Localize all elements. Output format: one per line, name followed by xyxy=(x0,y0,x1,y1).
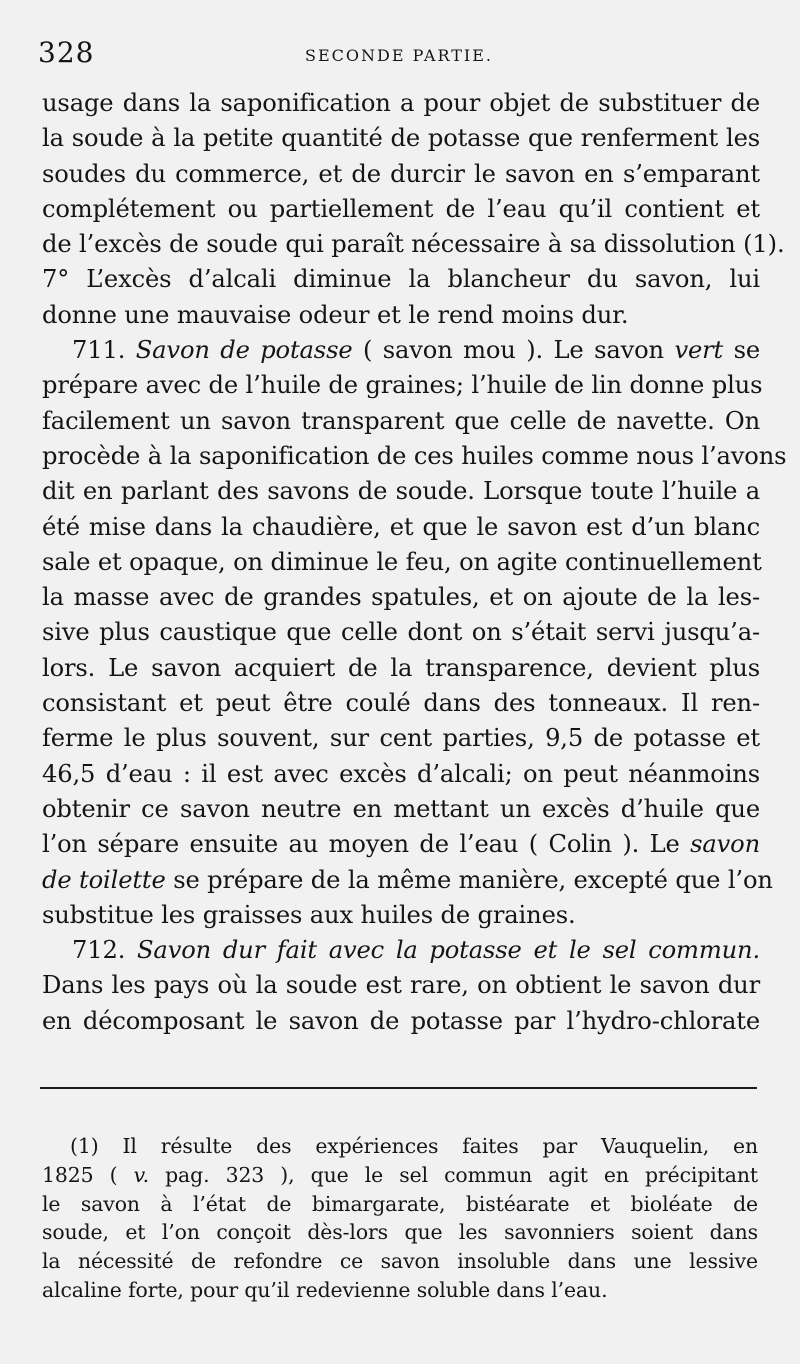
section-number-711: 711. xyxy=(72,336,136,365)
body-line: Dans les pays où la soude est rare, on obtient le savon dur xyxy=(42,971,760,1000)
footnote-line-with-italic-v xyxy=(42,1161,758,1190)
body-line: soudes du commerce, et de durcir le savon en s’emparant xyxy=(42,159,760,188)
section-heading-line-712 xyxy=(42,933,760,968)
footnote-line: (1) Il résulte des expériences faites par Vauquelin, en xyxy=(70,1134,758,1158)
footnote xyxy=(42,1132,758,1305)
body-line: de l’excès de soude qui paraît nécessaire à sa dissolution (1). xyxy=(42,230,785,259)
body-line-prefix: l’on sépare ensuite au moyen de l’eau ( Colin ). Le xyxy=(42,830,691,859)
italic-word-savon: savon xyxy=(690,830,760,859)
section-title-savon-de-potasse: Savon de potasse xyxy=(135,336,353,365)
body-line: sive plus caustique que celle dont on s’était servi jusqu’a- xyxy=(42,618,760,647)
section-subtitle-text: ( savon mou ). Le savon xyxy=(352,336,675,365)
body-line: dit en parlant des savons de soude. Lorsque toute l’huile a xyxy=(42,477,760,506)
body-line: ferme le plus souvent, sur cent parties, 9,5 de potasse et xyxy=(42,724,760,753)
body-line: 46,5 d’eau : il est avec excès d’alcali; on peut néanmoins xyxy=(42,759,760,788)
running-title: SECONDE PARTIE. xyxy=(305,46,493,65)
body-line: lors. Le savon acquiert de la transparence, devient plus xyxy=(42,653,760,682)
footnote-line: la nécessité de refondre ce savon insoluble dans une lessive xyxy=(42,1249,758,1274)
body-line: prépare avec de l’huile de graines; l’huile de lin donne plus xyxy=(42,371,763,400)
main-text xyxy=(42,86,787,1039)
body-line-suffix: se prépare de la même manière, excepté que l’on xyxy=(165,865,773,894)
body-line: 7° L’excès d’alcali diminue la blancheur du savon, lui xyxy=(42,265,760,294)
body-line: donne une mauvaise odeur et le rend moins dur. xyxy=(42,300,629,329)
italic-abbrev-v: v. xyxy=(133,1162,149,1187)
section-line-tail: se xyxy=(723,336,761,365)
body-line: complétement ou partiellement de l’eau qu’il contient et xyxy=(42,194,760,223)
body-line: substitue les graisses aux huiles de graines. xyxy=(42,900,576,929)
body-line: facilement un savon transparent que celle de navette. On xyxy=(42,406,760,435)
italic-term-de-toilette: de toilette xyxy=(42,865,166,894)
footnote-line: le savon à l’état de bimargarate, bistéarate et bioléate de xyxy=(42,1191,758,1216)
body-line-with-italic-savon xyxy=(42,827,760,862)
footnote-line: alcaline forte, pour qu’il redevienne soluble dans l’eau. xyxy=(42,1277,608,1302)
body-line: procède à la saponification de ces huiles comme nous l’avons xyxy=(42,441,787,470)
footnote-line: soude, et l’on conçoit dès-lors que les savonniers soient dans xyxy=(42,1220,758,1245)
body-line: été mise dans la chaudière, et que le savon est d’un blanc xyxy=(42,512,760,541)
body-line: consistant et peut être coulé dans des tonneaux. Il ren- xyxy=(42,689,760,718)
section-heading-line-711 xyxy=(42,333,760,368)
body-line-with-italic-de-toilette xyxy=(42,863,773,898)
body-line: la soude à la petite quantité de potasse que renferment les xyxy=(42,124,760,153)
body-line: usage dans la saponification a pour objet de substituer de xyxy=(42,89,760,117)
section-title-savon-dur: Savon dur fait avec la potasse et le sel commun. xyxy=(137,936,760,965)
page-header xyxy=(38,36,760,76)
body-line: la masse avec de grandes spatules, et on ajoute de la les- xyxy=(42,583,760,612)
footnote-divider xyxy=(40,1087,757,1089)
body-line: sale et opaque, on diminue le feu, on agite continuellement xyxy=(42,547,762,576)
body-line: obtenir ce savon neutre en mettant un excès d’huile que xyxy=(42,794,760,823)
section-number-712: 712. xyxy=(72,936,138,965)
page-number: 328 xyxy=(38,36,95,69)
italic-word-vert: vert xyxy=(674,336,724,365)
footnote-line-suffix: pag. 323 ), que le sel commun agit en précipitant xyxy=(148,1162,758,1187)
body-line: en décomposant le savon de potasse par l’hydro-chlorate xyxy=(42,1006,760,1035)
footnote-line-prefix: 1825 ( xyxy=(42,1162,134,1187)
